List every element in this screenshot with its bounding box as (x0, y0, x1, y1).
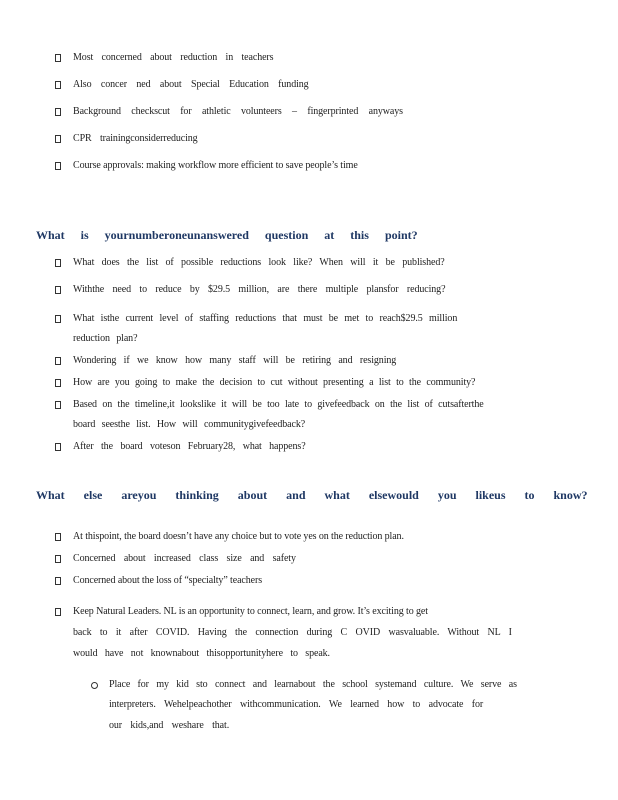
bullet-marker (55, 258, 63, 267)
list-item-continuation: board seesthe list. How will communitygivefeedback? (73, 419, 306, 430)
list-item: Withthe need to reduce by $29.5 million, are there multiple plansfor reducing? (73, 284, 446, 295)
sub-bullet-marker (91, 682, 98, 689)
bullet-marker (55, 53, 63, 62)
bullet-marker (55, 400, 63, 409)
bullet-marker (55, 576, 63, 585)
list-item: Concerned about increased class size and safety (73, 553, 296, 564)
list-item-continuation: reduction plan? (73, 333, 138, 344)
list-item: CPR trainingconsiderreducing (73, 133, 198, 144)
list-item: After the board voteson February28, what happens? (73, 441, 306, 452)
bullet-marker (55, 356, 63, 365)
bullet-marker (55, 554, 63, 563)
list-item: Based on the timeline,it lookslike it will be too late to givefeedback on the list of cutsafterthe (73, 399, 484, 410)
list-item: What isthe current level of staffing reductions that must be met to reach$29.5 million (73, 313, 458, 324)
bullet-marker (55, 285, 63, 294)
list-item: Background checkscut for athletic volunteers – fingerprinted anyways (73, 106, 403, 117)
list-item: Course approvals: making workflow more efficient to save people’s time (73, 160, 358, 171)
sub-list-item-continuation: interpreters. Wehelpeachother withcommunication. We learned how to advocate for (109, 699, 484, 710)
bullet-marker (55, 314, 63, 323)
bullet-marker (55, 442, 63, 451)
list-item: How are you going to make the decision to cut without presenting a list to the community? (73, 377, 476, 388)
bullet-marker (55, 134, 63, 143)
bullet-marker (55, 80, 63, 89)
bullet-marker (55, 378, 63, 387)
bullet-marker (55, 107, 63, 116)
list-item: What does the list of possible reductions look like? When will it be published? (73, 257, 445, 268)
sub-list-item-continuation: our kids,and weshare that. (109, 720, 230, 731)
list-item: Also concer ned about Special Education funding (73, 79, 309, 90)
list-item: Wondering if we know how many staff will be retiring and resigning (73, 355, 397, 366)
bullet-marker (55, 161, 63, 170)
list-item: Most concerned about reduction in teachers (73, 52, 274, 63)
list-item-continuation: would have not knownabout thisopportunityhere to speak. (73, 648, 330, 659)
section-heading: What is yournumberoneunanswered question at this point? (36, 228, 418, 242)
bullet-marker (55, 532, 63, 541)
section-heading: What else areyou thinking about and what elsewould you likeus to know? (36, 488, 588, 502)
bullet-marker (55, 607, 63, 616)
list-item: Keep Natural Leaders. NL is an opportunity to connect, learn, and grow. It’s exciting to get (73, 606, 428, 617)
list-item-continuation: back to it after COVID. Having the connection during C OVID wasvaluable. Without NL I (73, 627, 512, 638)
list-item: At thispoint, the board doesn’t have any choice but to vote yes on the reduction plan. (73, 531, 404, 542)
sub-list-item: Place for my kid sto connect and learnabout the school systemand culture. We serve as (109, 679, 517, 690)
list-item: Concerned about the loss of “specialty” teachers (73, 575, 263, 586)
